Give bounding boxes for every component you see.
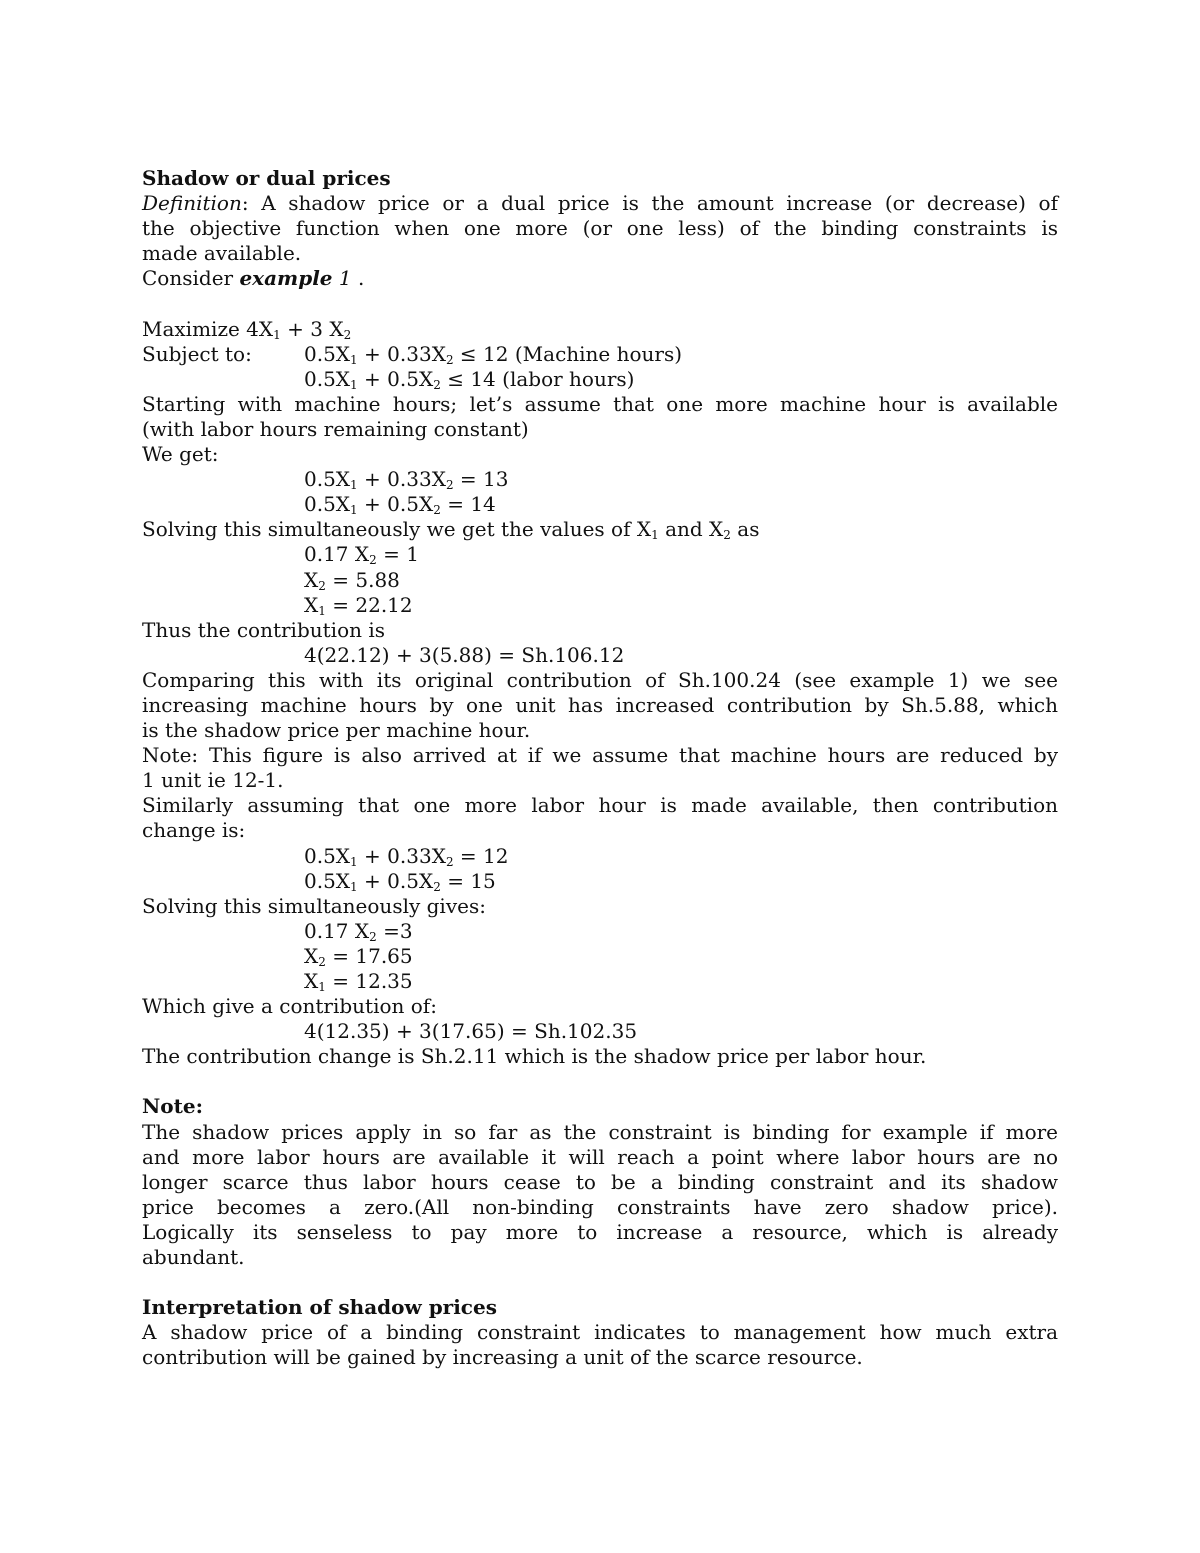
blank-line xyxy=(142,1270,1058,1295)
solution-2-step-3 xyxy=(142,969,1058,994)
solving-line-2: Solving this simultaneously gives: xyxy=(142,893,486,918)
definition-line-3: made available. xyxy=(142,241,302,266)
equation-machine-1 xyxy=(142,467,1058,492)
equation-part: = 17.65 xyxy=(325,943,413,968)
subscript: 1 xyxy=(350,478,358,493)
consider-example-line xyxy=(142,266,1058,291)
subscript: 2 xyxy=(433,879,441,894)
solving-text: Solving this simultaneously we get the values of X xyxy=(142,517,652,542)
similarly-line-1: Similarly assuming that one more labor hour is made available, then contribution xyxy=(142,793,1058,818)
consider-suffix: . xyxy=(351,266,365,291)
objective-part: Maximize 4X xyxy=(142,316,274,341)
subscript: 2 xyxy=(343,327,352,342)
definition-line-2: the objective function when one more (or one less) of the binding constraints is xyxy=(142,216,1058,241)
subscript: 1 xyxy=(350,854,358,869)
subscript: 1 xyxy=(318,980,326,994)
solving-line-1 xyxy=(142,517,1058,542)
equation-part: = 14 xyxy=(440,492,496,517)
blank-line xyxy=(142,1069,1058,1094)
definition-line-1 xyxy=(142,191,1058,216)
subscript: 1 xyxy=(273,327,281,342)
equation-part: 0.17 X xyxy=(304,918,370,943)
equation-part: + 0.5X xyxy=(357,868,434,893)
equation-part: X xyxy=(304,969,319,993)
subscript: 2 xyxy=(723,528,731,543)
section-heading-shadow-prices: Shadow or dual prices xyxy=(142,166,391,190)
solution-1-step-2 xyxy=(142,568,1058,593)
subscript: 2 xyxy=(318,578,326,593)
note-2-line-3: longer scarce thus labor hours cease to be a binding constraint and its shadow xyxy=(142,1169,1058,1194)
equation-part: + 0.33X xyxy=(357,341,446,366)
equation-part: 0.5X xyxy=(304,467,351,492)
consider-example-word: example xyxy=(239,266,333,291)
consider-prefix: Consider xyxy=(142,266,240,291)
equation-labor-2 xyxy=(142,869,1058,894)
subscript: 2 xyxy=(369,553,377,568)
subscript: 2 xyxy=(433,377,441,392)
solution-1-step-3 xyxy=(142,593,1058,618)
definition-label: Definition xyxy=(142,191,242,216)
contribution-1-label: Thus the contribution is xyxy=(142,617,386,642)
solution-2-step-1 xyxy=(142,919,1058,944)
note-2-line-6: abundant. xyxy=(142,1245,245,1270)
equation-labor-1 xyxy=(142,844,1058,869)
note-heading: Note: xyxy=(142,1094,203,1119)
equation-part: = 13 xyxy=(453,467,509,492)
document-page xyxy=(142,166,1058,1371)
note-2-line-4: price becomes a zero.(All non-binding constraints have zero shadow price). xyxy=(142,1194,1058,1219)
equation-part: 0.5X xyxy=(304,843,351,868)
machine-paragraph-line-1: Starting with machine hours; let’s assume that one more machine hour is available xyxy=(142,391,1058,416)
equation-part: ≤ 14 (labor hours) xyxy=(440,366,635,391)
equation-part: = 15 xyxy=(440,868,496,893)
subscript: 2 xyxy=(445,352,454,367)
note-1-line-1: Note: This figure is also arrived at if we assume that machine hours are reduced by xyxy=(142,743,1058,768)
solution-1-step-1 xyxy=(142,542,1058,567)
consider-example-number: 1 xyxy=(332,266,352,291)
subject-to-label: Subject to: xyxy=(142,341,252,366)
equation-part: 0.5X xyxy=(304,868,351,893)
contribution-change-line: The contribution change is Sh.2.11 which is the shadow price per labor hour. xyxy=(142,1044,927,1069)
solution-2-step-2 xyxy=(142,944,1058,969)
subscript: 1 xyxy=(350,503,358,518)
equation-part: + 0.33X xyxy=(357,467,446,492)
equation-part: ≤ 12 (Machine hours) xyxy=(453,341,683,366)
equation-part: X xyxy=(304,943,319,968)
equation-part: = 1 xyxy=(376,542,419,567)
solving-text: as xyxy=(730,517,760,542)
subscript: 2 xyxy=(445,478,454,493)
equation-part: X xyxy=(304,592,319,617)
equation-part: = 5.88 xyxy=(325,567,400,592)
compare-line-2: increasing machine hours by one unit has increased contribution by Sh.5.88, which xyxy=(142,692,1058,717)
similarly-line-2: change is: xyxy=(142,818,246,843)
interpretation-line-2: contribution will be gained by increasing a unit of the scarce resource. xyxy=(142,1345,863,1370)
equation-part: =3 xyxy=(376,918,413,943)
note-2-line-1: The shadow prices apply in so far as the constraint is binding for example if more xyxy=(142,1119,1058,1144)
we-get-label: We get: xyxy=(142,442,219,467)
equation-part: = 22.12 xyxy=(325,592,413,617)
objective-function xyxy=(142,317,1058,342)
contribution-2-equation: 4(12.35) + 3(17.65) = Sh.102.35 xyxy=(304,1019,638,1044)
note-1-line-2: 1 unit ie 12-1. xyxy=(142,768,284,793)
compare-line-3: is the shadow price per machine hour. xyxy=(142,718,531,743)
objective-part: + 3 X xyxy=(280,316,344,341)
solving-text: and X xyxy=(658,517,724,542)
note-2-line-2: and more labor hours are available it will reach a point where labor hours are no xyxy=(142,1144,1058,1169)
blank-line xyxy=(142,291,1058,316)
constraint-labor-hours xyxy=(142,367,1058,392)
equation-part: = 12 xyxy=(453,843,509,868)
compare-line-1: Comparing this with its original contribution of Sh.100.24 (see example 1) we see xyxy=(142,667,1058,692)
equation-machine-2 xyxy=(142,492,1058,517)
constraint-machine-hours xyxy=(142,342,1058,367)
equation-part: X xyxy=(304,567,319,592)
subscript: 1 xyxy=(350,352,358,367)
equation-part: 0.5X xyxy=(304,341,351,366)
machine-paragraph-line-2: (with labor hours remaining constant) xyxy=(142,416,529,441)
equation-part: 0.17 X xyxy=(304,542,370,567)
subscript: 2 xyxy=(369,929,377,944)
subscript: 1 xyxy=(651,528,659,543)
definition-text: : A shadow price or a dual price is the amount increase (or decrease) of xyxy=(241,191,1058,216)
equation-part: + 0.33X xyxy=(357,843,446,868)
subscript: 2 xyxy=(318,954,326,969)
note-2-line-5: Logically its senseless to pay more to increase a resource, which is already xyxy=(142,1219,1058,1244)
subscript: 1 xyxy=(350,879,358,894)
contribution-2-label: Which give a contribution of: xyxy=(142,994,437,1019)
equation-part: + 0.5X xyxy=(357,366,434,391)
equation-part: + 0.5X xyxy=(357,492,434,517)
equation-part: 0.5X xyxy=(304,492,351,517)
subscript: 1 xyxy=(318,603,326,618)
equation-part: = 12.35 xyxy=(325,969,413,993)
subscript: 1 xyxy=(350,377,358,392)
contribution-1-equation: 4(22.12) + 3(5.88) = Sh.106.12 xyxy=(304,642,625,667)
equation-part: 0.5X xyxy=(304,366,351,391)
section-heading-interpretation: Interpretation of shadow prices xyxy=(142,1295,497,1320)
interpretation-line-1: A shadow price of a binding constraint indicates to management how much extra xyxy=(142,1320,1058,1345)
subscript: 2 xyxy=(433,503,441,518)
subscript: 2 xyxy=(445,854,454,869)
